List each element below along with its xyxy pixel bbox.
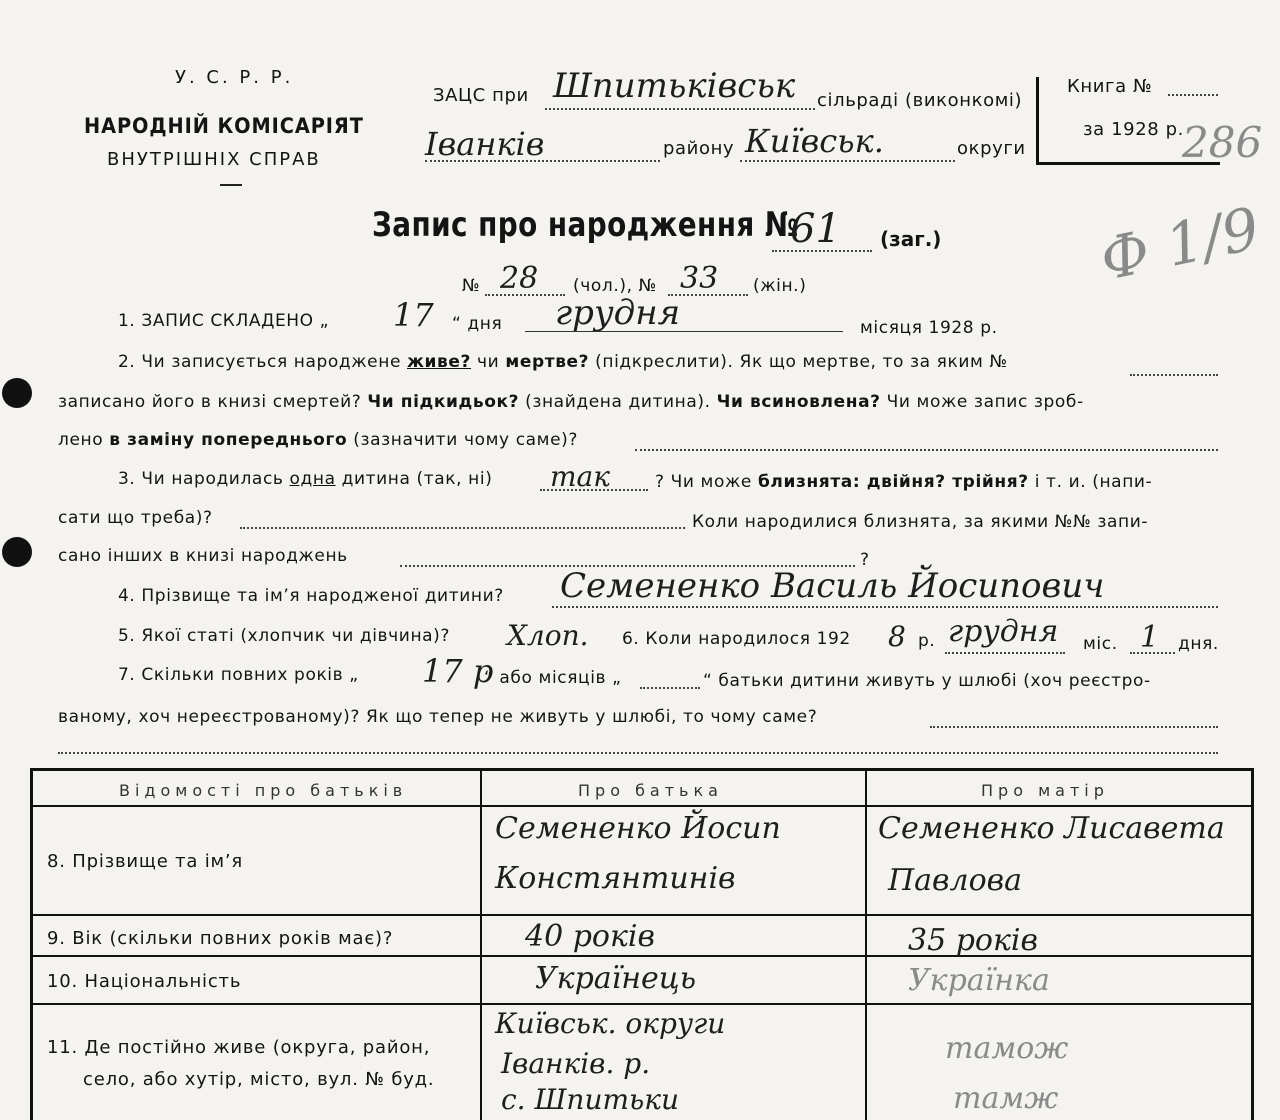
zags-dots [545, 108, 815, 110]
q7-years-handwritten: 17 р [422, 652, 494, 690]
q2-text-g: лено [58, 430, 104, 450]
q6-month-handwritten: грудня [948, 614, 1059, 649]
row11-label-line2: село, або хутір, місто, вул. № буд. [83, 1069, 435, 1090]
female-number-handwritten: 33 [680, 261, 719, 296]
no-label: № [462, 276, 481, 296]
q4-child-name-handwritten: Семененко Василь Йосипович [560, 566, 1105, 606]
row9-mother: 35 років [908, 923, 1038, 958]
row11-father-line1: Київськ. округи [495, 1007, 726, 1040]
q2-dead: мертве? [505, 352, 590, 372]
row11-father-line3: с. Шпитьки [501, 1083, 680, 1116]
book-year-label: за 1928 р. [1083, 119, 1185, 140]
row8-mother-line2: Павлова [888, 863, 1023, 898]
q2-dots-1 [1130, 374, 1218, 376]
q3-line3-a: сано інших в книзі народжень [58, 546, 348, 566]
row11-father-line2: Іванків. р. [501, 1047, 651, 1080]
q7-months-dots [640, 687, 700, 689]
male-label: (чол.), № [573, 276, 657, 296]
q2-text-b: чи [477, 352, 500, 372]
q3-one: одна [289, 469, 336, 489]
table-header-info: Відомості про батьків [119, 781, 408, 800]
q6-day-dots [1130, 652, 1175, 654]
punch-hole-top [2, 378, 32, 408]
q3-text-d: і т. и. (напи- [1034, 472, 1153, 492]
q2-adopted: Чи всиновлена? [716, 392, 881, 412]
parents-table [30, 768, 1254, 1120]
male-dots [485, 294, 565, 296]
q4-label: 4. Прізвище та ім’я народженої дитини? [118, 586, 504, 606]
q2-text-f: Чи може запис зроб- [886, 392, 1084, 412]
q1-month-handwritten: грудня [555, 293, 681, 333]
punch-hole-bottom [2, 537, 32, 567]
record-number-dots [772, 250, 872, 252]
row11-label-line1: 11. Де постійно живе (округа, район, [47, 1037, 431, 1058]
q3-answer-dots [540, 489, 648, 491]
q3-line3-b: ? [860, 550, 870, 570]
header-commissariat: НАРОДНІЙ КОМІСАРІЯТ [84, 114, 364, 138]
record-suffix: (заг.) [880, 227, 942, 251]
table-row10-rule [33, 1003, 1251, 1005]
q7-line2: ваному, хоч нереєстрованому)? Як що тепер не живуть у шлюбі, то чому саме? [58, 707, 818, 727]
table-col-rule-1 [480, 771, 482, 1120]
book-label: Книга № [1067, 76, 1153, 97]
silradi-label: сільраді (виконкомі) [817, 90, 1023, 111]
q2-replace: в заміну попереднього [109, 430, 348, 450]
male-number-handwritten: 28 [500, 261, 539, 296]
okrug-handwritten: Київськ. [745, 122, 884, 160]
row8-label: 8. Прізвище та ім’я [47, 851, 244, 872]
q2-text-e: (знайдена дитина). [525, 392, 711, 412]
female-label: (жін.) [753, 276, 807, 296]
raionu-label: району [663, 138, 735, 159]
q6-label-c: міс. [1083, 634, 1118, 654]
zags-label: ЗАЦС при [433, 85, 529, 106]
book-box-border [1036, 77, 1039, 165]
q4-dots [552, 606, 1218, 608]
row10-father: Українець [535, 961, 697, 996]
q7-dots-3 [58, 752, 1218, 754]
q1-month-line [525, 331, 843, 332]
q3-text-b: дитина (так, ні) [341, 469, 493, 489]
q2-text-h: (зазначити чому саме)? [353, 430, 578, 450]
row8-mother-line1: Семененко Лисавета [878, 811, 1225, 846]
q3-text-a: 3. Чи народилась [118, 469, 284, 489]
header-internal-affairs: ВНУТРІШНІХ СПРАВ [107, 149, 321, 170]
q2-text-d: записано його в книзі смертей? [58, 392, 362, 412]
table-header-father: Про батька [578, 781, 723, 800]
row8-father-line1: Семененко Йосип [495, 811, 781, 846]
q2-line3 [58, 430, 578, 450]
table-header-mother: Про матір [981, 781, 1109, 800]
q2-live: живе? [407, 352, 472, 372]
q1-day-word: “ дня [452, 314, 503, 334]
book-dots [1168, 94, 1218, 96]
zags-village-handwritten: Шпитьківськ [553, 66, 796, 106]
q3-line1-a [118, 469, 492, 489]
okrugy-label: округи [957, 138, 1026, 159]
row10-label: 10. Національність [47, 971, 242, 992]
q6-month-dots [945, 652, 1065, 654]
header-ussr: У. С. Р. Р. [175, 67, 294, 88]
row11-mother-line2: тамж [953, 1081, 1059, 1116]
row9-father: 40 років [525, 919, 655, 954]
row11-mother-line1: тамож [945, 1031, 1069, 1066]
q1-year: місяця 1928 р. [860, 318, 998, 338]
q7-label-c: “ батьки дитини живуть у шлюбі (хоч реєстро- [703, 671, 1151, 691]
q3-text-c: ? Чи може [655, 472, 752, 492]
q6-year-handwritten: 8 [888, 620, 906, 653]
okrug-dots [740, 160, 955, 162]
q2-line2 [58, 392, 1084, 412]
q3-answer-handwritten: так [550, 460, 610, 493]
q6-label-d: дня. [1178, 634, 1219, 654]
q7-dots-2 [930, 726, 1218, 728]
q6-label-b: р. [918, 631, 936, 651]
q2-text-c: (підкреслити). Як що мертве, то за яким № [595, 352, 1008, 372]
table-col-rule-2 [865, 771, 867, 1120]
q3-line1-b [655, 472, 1152, 492]
q2-line1 [118, 352, 1008, 372]
row8-father-line2: Констянтинів [495, 861, 736, 896]
q7-label-b: “ або місяців „ [484, 668, 622, 688]
record-title: Запис про народження № [372, 205, 799, 245]
q2-dots-3 [635, 449, 1218, 451]
q3-twins: близнята: двійня? трійня? [757, 472, 1029, 492]
table-header-rule [33, 805, 1251, 807]
q7-label-a: 7. Скільки повних років „ [118, 665, 359, 685]
table-row8-rule [33, 914, 1251, 916]
pencil-mark: Ф 1/9 [1094, 194, 1266, 294]
q2-foundling: Чи підкидьок? [367, 392, 520, 412]
row10-mother: Українка [908, 963, 1050, 998]
q2-text-a: 2. Чи записується народжене [118, 352, 402, 372]
q6-label-a: 6. Коли народилося 192 [622, 629, 851, 649]
header-dash [220, 184, 242, 186]
q6-day-handwritten: 1 [1140, 620, 1160, 655]
q1-day-handwritten: 17 [393, 296, 434, 334]
row9-label: 9. Вік (скільки повних років має)? [47, 928, 394, 949]
q3-dots-2 [240, 527, 685, 529]
q1-label: 1. ЗАПИС СКЛАДЕНО „ [118, 311, 330, 331]
record-number-handwritten: 61 [790, 206, 841, 252]
district-handwritten: Іванків [425, 125, 545, 163]
q3-line2-b: Коли народилися близнята, за якими №№ запи- [692, 512, 1149, 532]
district-dots [425, 160, 660, 162]
q3-line2-a: сати що треба)? [58, 508, 213, 528]
q5-sex-handwritten: Хлоп. [507, 619, 589, 652]
book-number-handwritten: 286 [1182, 118, 1263, 167]
table-row9-rule [33, 955, 1251, 957]
q5-label: 5. Якої статі (хлопчик чи дівчина)? [118, 626, 451, 646]
